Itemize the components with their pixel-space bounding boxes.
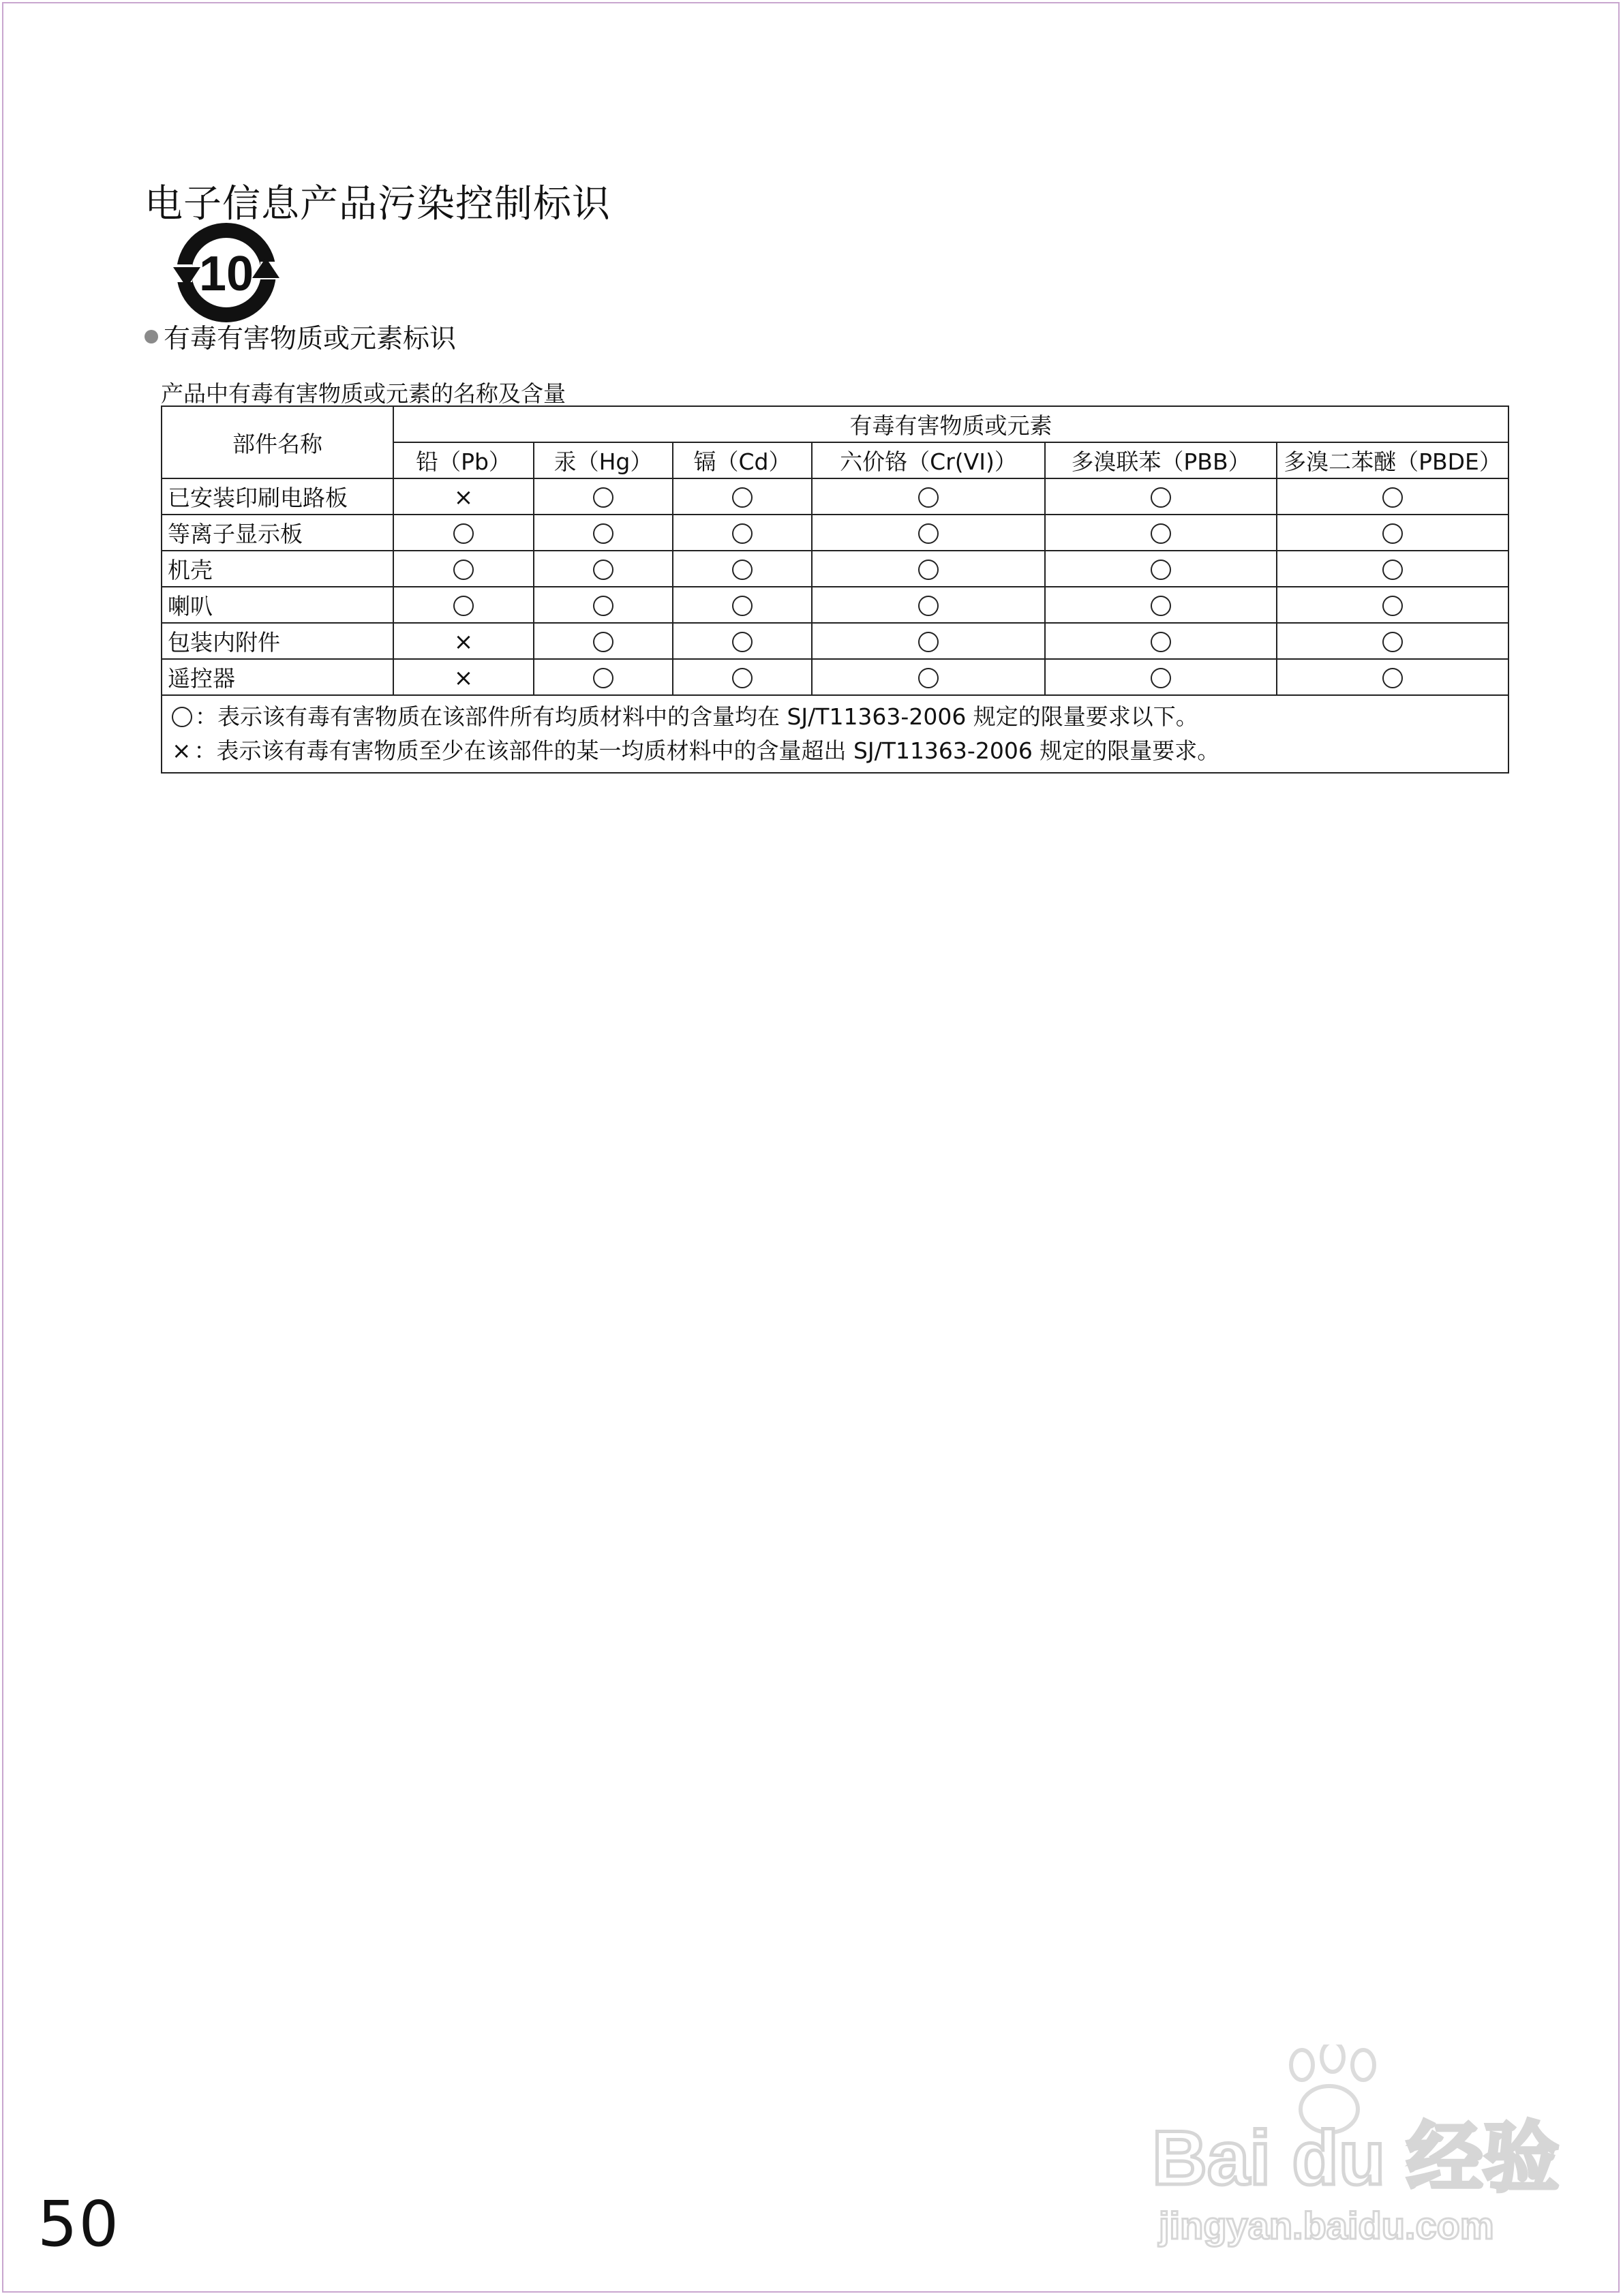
exceeds-mark-cell [393,623,534,659]
column-header: 镉（Cd） [673,442,812,478]
circle-icon [918,523,939,544]
table-row [162,551,1508,587]
cross-icon: × [453,628,474,656]
circle-icon [732,668,753,688]
compliant-mark-cell [812,623,1045,659]
hazardous-substance-table [161,405,1509,774]
circle-icon [1151,523,1171,544]
note-text: ：表示该有毒有害物质至少在该部件的某一均质材料中的含量超出 SJ/T11363-2006 规定的限量要求。 [194,737,1220,764]
part-name-cell: 包装内附件 [162,623,393,659]
baidu-jingyan-watermark [1145,2045,1568,2249]
circle-icon [453,596,474,616]
circle-icon [593,523,613,544]
column-header: 多溴联苯（PBB） [1045,442,1277,478]
circle-icon [918,668,939,688]
circle-icon [918,632,939,652]
part-name-cell: 喇叭 [162,587,393,623]
bullet-icon [145,330,158,343]
compliant-mark-cell [812,515,1045,551]
substance-group-header: 有毒有害物质或元素 [393,406,1508,442]
circle-icon [1382,523,1403,544]
cross-icon: × [453,664,474,692]
compliant-mark-cell [534,478,673,515]
circle-icon [1151,596,1171,616]
exceeds-mark-cell [393,659,534,695]
part-name-header: 部件名称 [162,406,393,478]
compliant-mark-cell [1277,623,1508,659]
compliant-mark-cell [1045,587,1277,623]
circle-icon [1382,596,1403,616]
note-circle-symbol [172,707,192,727]
compliant-mark-cell [812,587,1045,623]
compliant-mark-cell [812,551,1045,587]
exceeds-mark-cell [393,478,534,515]
compliant-mark-cell [673,478,812,515]
compliant-mark-cell [393,587,534,623]
circle-icon [732,523,753,544]
section-heading [145,318,456,356]
part-name-cell: 遥控器 [162,659,393,695]
watermark-url: jingyan.baidu.com [1159,2204,1494,2247]
circle-icon [593,596,613,616]
note-text: ：表示该有毒有害物质在该部件所有均质材料中的含量均在 SJ/T11363-2006 规定的限量要求以下。 [195,703,1198,730]
compliant-mark-cell [534,659,673,695]
compliant-mark-cell [534,551,673,587]
column-header: 铅（Pb） [393,442,534,478]
circle-icon [732,487,753,508]
table-row [162,659,1508,695]
circle-icon [593,560,613,580]
logo-number: 10 [198,247,254,301]
circle-icon [732,560,753,580]
part-name-cell: 等离子显示板 [162,515,393,551]
compliant-mark-cell [673,623,812,659]
compliant-mark-cell [1277,551,1508,587]
compliant-mark-cell [812,659,1045,695]
compliant-mark-cell [1045,623,1277,659]
compliant-mark-cell [534,587,673,623]
compliant-mark-cell [534,623,673,659]
section-heading-text: 有毒有害物质或元素标识 [164,324,457,354]
compliant-mark-cell [393,515,534,551]
compliant-mark-cell [673,587,812,623]
circle-icon [918,487,939,508]
compliant-mark-cell [1277,587,1508,623]
compliant-mark-cell [1277,659,1508,695]
compliant-mark-cell [812,478,1045,515]
circle-icon [1151,632,1171,652]
watermark-brand: Bai du 经验 [1152,2115,1560,2201]
circle-icon [593,668,613,688]
compliant-mark-cell [534,515,673,551]
table-caption: 产品中有毒有害物质或元素的名称及含量 [161,380,566,407]
note-compliant [172,700,1498,734]
note-exceeds [172,734,1498,768]
page-number: 50 [37,2188,121,2261]
column-header: 六价铬（Cr(VI)） [812,442,1045,478]
circle-icon [172,707,192,727]
column-header: 汞（Hg） [534,442,673,478]
pollution-control-10-logo [172,219,281,323]
circle-icon [918,596,939,616]
column-header: 多溴二苯醚（PBDE） [1277,442,1508,478]
table-row [162,587,1508,623]
page-title: 电子信息产品污染控制标识 [145,182,611,226]
circle-icon [1382,668,1403,688]
circle-icon [1151,560,1171,580]
table-row [162,623,1508,659]
circle-icon [593,487,613,508]
circle-icon [453,523,474,544]
circle-icon [732,632,753,652]
cross-icon: × [172,737,192,765]
part-name-cell: 已安装印刷电路板 [162,478,393,515]
compliant-mark-cell [1277,515,1508,551]
table-row [162,478,1508,515]
table-notes [162,695,1508,773]
circle-icon [1382,632,1403,652]
circle-icon [732,596,753,616]
cross-icon: × [453,484,474,511]
compliant-mark-cell [673,515,812,551]
compliant-mark-cell [1045,515,1277,551]
compliant-mark-cell [1045,478,1277,515]
compliant-mark-cell [673,659,812,695]
compliant-mark-cell [1277,478,1508,515]
circle-icon [453,560,474,580]
table-row [162,515,1508,551]
circle-icon [593,632,613,652]
circle-icon [1382,487,1403,508]
compliant-mark-cell [393,551,534,587]
circle-icon [1382,560,1403,580]
compliant-mark-cell [673,551,812,587]
compliant-mark-cell [1045,659,1277,695]
circle-icon [1151,668,1171,688]
circle-icon [1151,487,1171,508]
compliant-mark-cell [1045,551,1277,587]
part-name-cell: 机壳 [162,551,393,587]
circle-icon [918,560,939,580]
